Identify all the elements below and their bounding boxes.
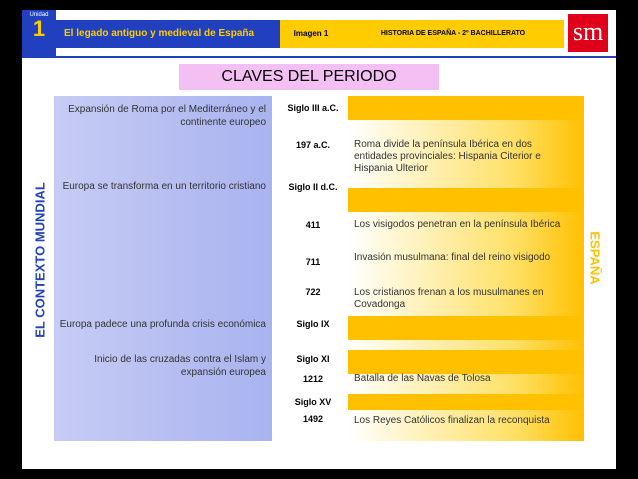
world-event: Europa padece una profunda crisis económica xyxy=(59,319,266,330)
date-label: Siglo II d.C. xyxy=(288,182,338,192)
spain-band xyxy=(348,96,584,120)
unit-label: Unidad xyxy=(29,12,49,18)
page-title: CLAVES DEL PERIODO xyxy=(179,64,439,90)
spain-event: Los Reyes Católicos finalizan la reconquista xyxy=(354,415,550,426)
date-label: 1492 xyxy=(302,414,324,424)
world-event: Inicio de las cruzadas contra el Islam y expansión europea xyxy=(94,354,266,378)
spain-event: Roma divide la península Ibérica en dos entidades provinciales: Hispania Citerior e Hispania Ulterior xyxy=(354,139,541,174)
date-label: 1212 xyxy=(302,374,324,384)
unit-title: El legado antiguo y medieval de España xyxy=(56,20,280,48)
world-context-panel xyxy=(54,96,272,441)
date-label: Siglo III a.C. xyxy=(287,103,339,113)
subject-label: HISTORIA DE ESPAÑA - 2º BACHILLERATO xyxy=(342,20,564,48)
sm-logo: sm xyxy=(568,14,608,52)
slide xyxy=(22,10,616,469)
spain-event: Los cristianos frenan a los musulmanes en Covadonga xyxy=(354,287,544,310)
date-label: Siglo IX xyxy=(296,319,330,329)
spain-band xyxy=(348,394,584,410)
spain-band xyxy=(348,350,584,374)
unit-number: 1 xyxy=(32,16,46,41)
date-label: 411 xyxy=(305,220,321,230)
header-divider xyxy=(22,56,616,58)
date-label: 722 xyxy=(305,287,321,297)
date-label: 197 a.C. xyxy=(295,140,331,150)
date-label: 711 xyxy=(305,257,321,267)
spain-band xyxy=(348,316,584,340)
spain-event: Invasión musulmana: final del reino visigodo xyxy=(354,252,551,263)
spain-event: Batalla de las Navas de Tolosa xyxy=(354,373,491,384)
header-bar xyxy=(22,10,616,56)
left-vertical-text: EL CONTEXTO MUNDIAL xyxy=(32,182,48,338)
right-vertical-text: ESPAÑA xyxy=(587,231,603,285)
world-event: Europa se transforma en un territorio cristiano xyxy=(62,181,266,192)
image-label: Imagen 1 xyxy=(280,20,342,48)
date-label: Siglo XI xyxy=(296,354,330,364)
date-label: Siglo XV xyxy=(294,397,332,407)
spain-band xyxy=(348,188,584,212)
world-event: Expansión de Roma por el Mediterráneo y el continente europeo xyxy=(68,104,266,128)
spain-event: Los visigodos penetran en la península Ibérica xyxy=(354,219,561,230)
unit-badge xyxy=(22,10,56,56)
